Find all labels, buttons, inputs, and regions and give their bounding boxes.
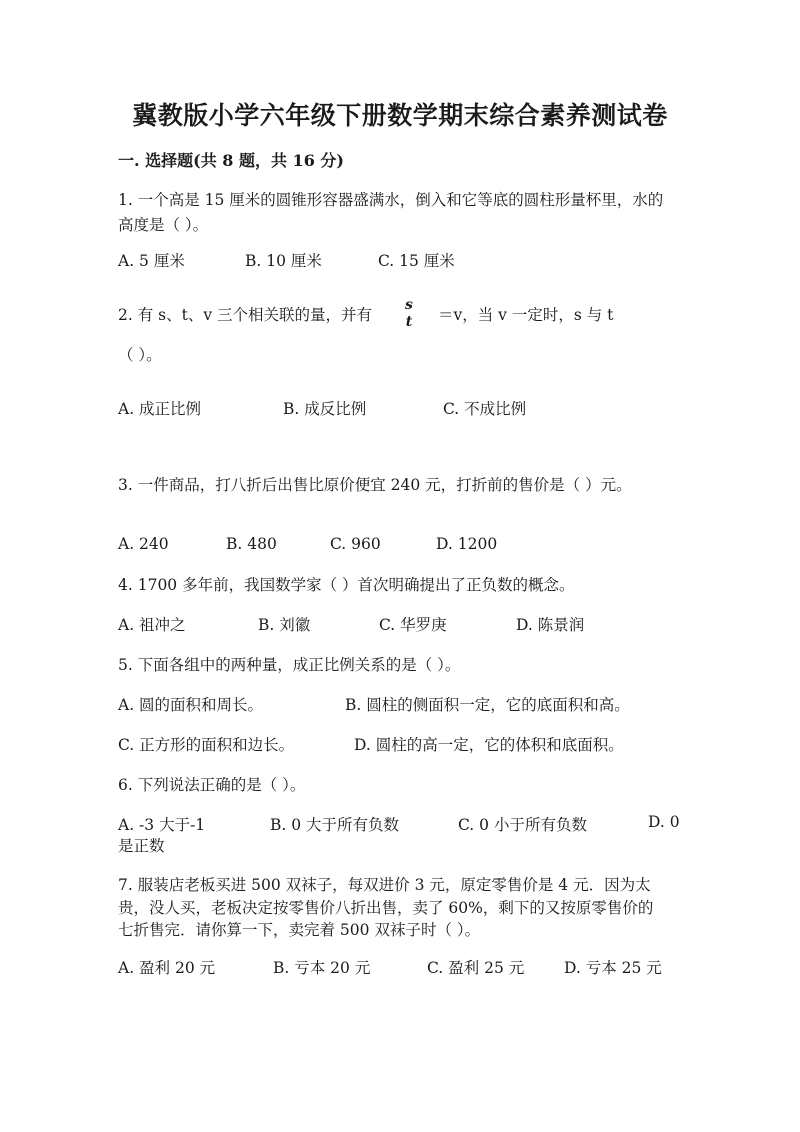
question-2-option-c: C. 不成比例 xyxy=(443,400,527,418)
question-7-option-d: D. 亏本 25 元 xyxy=(564,959,662,977)
fraction-denominator: t xyxy=(405,314,413,330)
question-5-text: 5. 下面各组中的两种量，成正比例关系的是（ ）。 xyxy=(118,656,461,674)
question-3-text: 3. 一件商品，打八折后出售比原价便宜 240 元，打折前的售价是（ ）元。 xyxy=(118,476,632,494)
question-3-option-b: B. 480 xyxy=(226,535,277,553)
question-2-text-before: 2. 有 s、t、v 三个相关联的量，并有 xyxy=(118,306,373,324)
question-6-option-d-wrap: 是正数 xyxy=(118,837,165,855)
question-5-option-a: A. 圆的面积和周长。 xyxy=(118,696,264,714)
question-3-option-c: C. 960 xyxy=(330,535,381,553)
question-4-option-a: A. 祖冲之 xyxy=(118,616,186,634)
question-6-option-a: A. -3 大于-1 xyxy=(118,816,206,834)
question-2-option-b: B. 成反比例 xyxy=(283,400,367,418)
question-5-option-c: C. 正方形的面积和边长。 xyxy=(118,736,295,754)
question-7-option-c: C. 盈利 25 元 xyxy=(427,959,525,977)
fraction-s-over-t xyxy=(398,298,420,329)
question-7-text-line2: 贵，没人买，老板决定按零售价八折出售，卖了 60%，剩下的又按原零售价的 xyxy=(118,899,654,917)
question-6-text: 6. 下列说法正确的是（ ）。 xyxy=(118,776,306,794)
question-6-option-d: D. 0 xyxy=(648,813,680,831)
question-7-text-line1: 7. 服装店老板买进 500 双袜子，每双进价 3 元，原定零售价是 4 元．因为太 xyxy=(118,876,651,894)
question-2-option-a: A. 成正比例 xyxy=(118,400,202,418)
question-1-option-c: C. 15 厘米 xyxy=(378,252,455,270)
question-2-text-line2: （ ）。 xyxy=(118,346,162,364)
question-3-option-a: A. 240 xyxy=(118,535,169,553)
question-5-option-b: B. 圆柱的侧面积一定，它的底面积和高。 xyxy=(345,696,630,714)
page-title: 冀教版小学六年级下册数学期末综合素养测试卷 xyxy=(132,101,668,130)
question-3-option-d: D. 1200 xyxy=(436,535,498,553)
question-1-text-line1: 1. 一个高是 15 厘米的圆锥形容器盛满水，倒入和它等底的圆柱形量杯里，水的 xyxy=(118,191,664,209)
question-2-text-after: ＝v，当 v 一定时，s 与 t xyxy=(438,306,614,324)
question-7-text-line3: 七折售完．请你算一下，卖完着 500 双袜子时（ ）。 xyxy=(118,921,481,939)
question-4-option-c: C. 华罗庚 xyxy=(379,616,447,634)
question-7-option-b: B. 亏本 20 元 xyxy=(273,959,371,977)
question-4-text: 4. 1700 多年前，我国数学家（ ）首次明确提出了正负数的概念。 xyxy=(118,576,575,594)
question-1-option-b: B. 10 厘米 xyxy=(245,252,322,270)
question-6-option-b: B. 0 大于所有负数 xyxy=(270,816,400,834)
question-1-text-line2: 高度是（ ）。 xyxy=(118,216,209,234)
question-5-option-d: D. 圆柱的高一定，它的体积和底面积。 xyxy=(354,736,624,754)
question-7-option-a: A. 盈利 20 元 xyxy=(118,959,216,977)
section-heading: 一. 选择题(共 8 题，共 16 分) xyxy=(118,151,344,170)
question-1-option-a: A. 5 厘米 xyxy=(118,252,185,270)
question-4-option-b: B. 刘徽 xyxy=(258,616,311,634)
fraction-numerator: s xyxy=(405,297,413,313)
question-6-option-c: C. 0 小于所有负数 xyxy=(458,816,587,834)
question-4-option-d: D. 陈景润 xyxy=(516,616,585,634)
